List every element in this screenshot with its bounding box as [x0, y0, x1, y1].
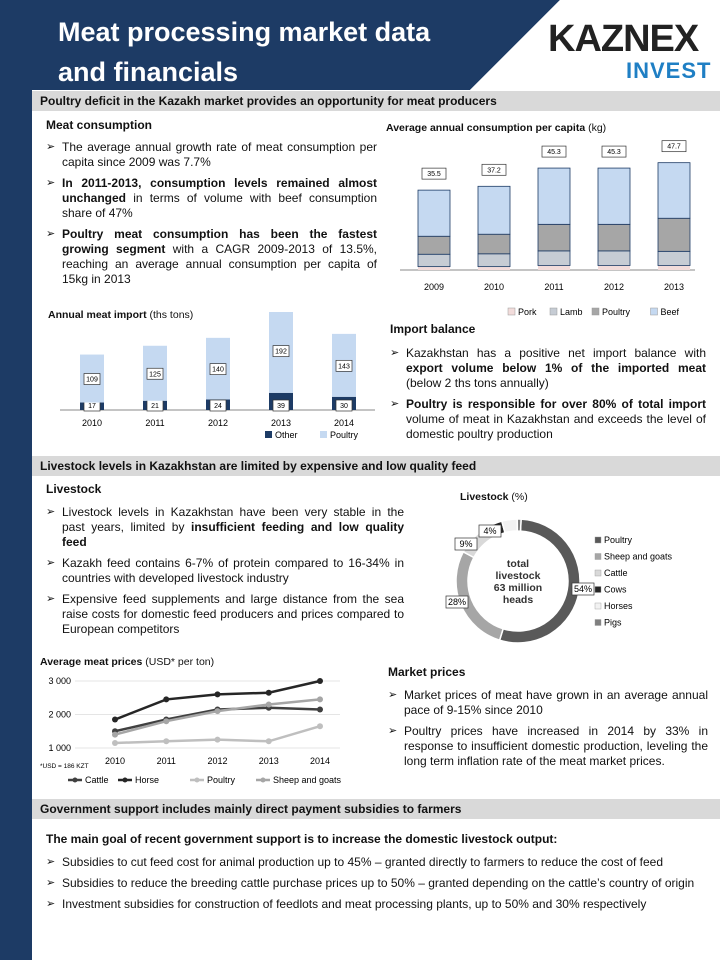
bar-lamb-2013 — [658, 251, 690, 265]
point-sheep-and-goats — [266, 701, 272, 707]
x-tick-label: 2011 — [544, 282, 564, 292]
consumption-chart-caption: Average annual consumption per capita (kg) — [386, 122, 607, 134]
y-tick-label: 3 000 — [48, 676, 71, 686]
meat-consumption-list — [46, 140, 377, 293]
gov-list — [46, 855, 712, 912]
data-label-sheep-and-goats: 28% — [447, 597, 467, 607]
donut-slice-horses — [502, 519, 518, 533]
livestock-title: Livestock — [46, 482, 102, 496]
meat-consumption-title: Meat consumption — [46, 118, 153, 132]
data-label-total: 47.7 — [667, 143, 681, 151]
legend-marker — [195, 778, 200, 783]
data-label-cows: 4% — [483, 526, 497, 536]
market-prices-title: Market prices — [388, 665, 466, 679]
data-label-other: 17 — [88, 403, 96, 410]
legend-label: Sheep and goats — [604, 551, 673, 562]
list-item: ➢ The average annual growth rate of meat consumption per capita since 2009 was 7.7% — [46, 140, 377, 170]
bar-pork-2009 — [418, 267, 450, 270]
data-label-poultry: 140 — [212, 366, 224, 374]
list-item: ➢ Poultry prices have increased in 2014 by 33% in response to insufficient domestic production, leveling the long term inflation rate of the meat market prices. — [388, 724, 708, 769]
usd-note: *USD = 186 KZT — [40, 763, 89, 770]
list-item: ➢ Kazakhstan has a positive net import balance with export volume below 1% of the imported meat (below 2 ths tons annually) — [390, 346, 706, 391]
legend-marker — [261, 778, 266, 783]
prices-line-chart — [40, 668, 380, 793]
point-sheep-and-goats — [215, 708, 221, 714]
bar-poultry-2010 — [478, 234, 510, 254]
x-tick-label: 2011 — [145, 418, 165, 428]
legend-label: Cattle — [85, 775, 109, 785]
point-horse — [317, 678, 323, 684]
bar-lamb-2009 — [418, 254, 450, 266]
bar-poultry-2009 — [418, 236, 450, 254]
legend-label: Pork — [518, 307, 537, 317]
list-item: ➢ Poultry is responsible for over 80% of total import volume of meat in Kazakhstan and exceeds the level of domestic poultry production — [390, 397, 706, 442]
legend-swatch-lamb — [550, 308, 557, 315]
donut-center-text: livestock — [495, 570, 541, 582]
point-horse — [266, 690, 272, 696]
point-sheep-and-goats — [317, 696, 323, 702]
logo-kaznex: KAZNEX — [548, 18, 699, 60]
point-sheep-and-goats — [112, 732, 118, 738]
x-tick-label: 2014 — [309, 756, 331, 766]
bar-beef-2012 — [598, 168, 630, 224]
list-item: ➢ Subsidies to reduce the breeding cattle purchase prices up to 50% – granted depending on the cattle’s country of origin — [46, 876, 712, 891]
donut-center-text: total — [506, 558, 530, 570]
import-chart — [40, 312, 385, 452]
gov-title: The main goal of recent government support is to increase the domestic livestock output: — [46, 832, 558, 846]
legend-label: Beef — [660, 307, 680, 317]
bar-beef-2011 — [538, 168, 570, 224]
legend-label: Lamb — [560, 307, 583, 317]
data-label-cattle: 9% — [459, 539, 473, 549]
point-poultry — [215, 737, 221, 743]
point-cattle — [317, 706, 323, 712]
legend-swatch-cattle — [595, 570, 601, 576]
x-tick-label: 2009 — [423, 282, 445, 292]
point-horse — [112, 717, 118, 723]
bar-poultry-2013 — [658, 218, 690, 251]
x-tick-label: 2010 — [81, 418, 103, 428]
livestock-list — [46, 505, 404, 643]
x-tick-label: 2012 — [207, 756, 228, 766]
bar-pork-2011 — [538, 266, 570, 271]
livestock-chart-caption: Livestock (%) — [460, 491, 528, 503]
x-tick-label: 2012 — [603, 282, 625, 292]
bar-pork-2012 — [598, 266, 630, 271]
bar-lamb-2011 — [538, 251, 570, 266]
point-poultry — [163, 738, 169, 744]
legend-label: Cattle — [604, 568, 628, 578]
bar-beef-2010 — [478, 186, 510, 234]
legend-swatch-pigs — [595, 620, 601, 626]
legend-label: Pigs — [604, 617, 622, 628]
legend-marker — [123, 778, 128, 783]
section-header-government: Government support includes mainly direct payment subsidies to farmers — [0, 799, 720, 819]
legend-swatch-horses — [595, 603, 601, 609]
import-balance-list — [390, 346, 706, 448]
point-poultry — [266, 738, 272, 744]
bar-lamb-2012 — [598, 251, 630, 266]
data-label-total: 35.5 — [427, 171, 441, 179]
livestock-donut-chart — [440, 506, 715, 652]
data-label-other: 39 — [277, 403, 285, 410]
x-tick-label: 2010 — [104, 756, 126, 766]
legend-marker — [73, 778, 78, 783]
data-label-poultry: 54% — [573, 584, 593, 594]
legend-swatch-poultry — [595, 537, 601, 543]
data-label-other: 30 — [340, 403, 348, 410]
bar-beef-2013 — [658, 163, 690, 219]
market-prices-list — [388, 688, 708, 775]
legend-swatch-cows — [595, 587, 601, 593]
y-tick-label: 2 000 — [48, 709, 71, 720]
x-tick-label: 2013 — [663, 282, 685, 292]
import-chart-caption: Annual meat import (ths tons) — [48, 309, 194, 321]
donut-center-text: heads — [502, 594, 534, 606]
x-tick-label: 2014 — [333, 418, 355, 428]
donut-center-text: 63 million — [493, 582, 543, 594]
data-label-other: 24 — [214, 403, 222, 410]
legend-label: Cows — [604, 584, 627, 595]
legend-swatch-pork — [508, 308, 515, 315]
x-tick-label: 2013 — [270, 418, 292, 428]
list-item: ➢ Market prices of meat have grown in an average annual pace of 9-15% since 2010 — [388, 688, 708, 718]
bar-beef-2009 — [418, 190, 450, 236]
data-label-total: 45.3 — [547, 149, 561, 157]
list-item: ➢ Livestock levels in Kazakhstan have been very stable in the past years, limited by insufficient feeding and low quality feed — [46, 505, 404, 550]
x-tick-label: 2012 — [207, 418, 229, 428]
point-poultry — [317, 723, 323, 729]
page-title: Meat processing market data and financials — [58, 17, 431, 87]
bar-pork-2013 — [658, 266, 690, 271]
bar-lamb-2010 — [478, 254, 510, 267]
legend-swatch-poultry — [320, 431, 327, 438]
consumption-chart — [380, 136, 710, 328]
x-tick-label: 2013 — [258, 756, 279, 766]
legend-swatch-poultry — [592, 308, 599, 315]
legend-label: Poultry — [330, 430, 359, 440]
import-balance-title: Import balance — [390, 322, 476, 336]
left-strip — [0, 90, 32, 960]
list-item: ➢ Investment subsidies for construction of feedlots and meat processing plants, up to 50% and 30% respectively — [46, 897, 712, 912]
legend-label: Poultry — [604, 535, 633, 545]
point-sheep-and-goats — [163, 718, 169, 724]
data-label-total: 37.2 — [487, 167, 501, 175]
list-item: ➢ Kazakh feed contains 6-7% of protein compared to 16-34% in countries with developed livestock industry — [46, 556, 404, 586]
list-item: ➢ Subsidies to cut feed cost for animal production up to 45% – granted directly to farmers to reduce the cost of feed — [46, 855, 712, 870]
legend-label: Other — [275, 430, 298, 440]
list-item: ➢ Expensive feed supplements and large distance from the sea raise costs for domestic feed producers and prices compared to European competitors — [46, 592, 404, 637]
legend-label: Poultry — [602, 307, 631, 317]
point-poultry — [112, 740, 118, 746]
legend-swatch-beef — [651, 308, 658, 315]
point-horse — [215, 691, 221, 697]
legend-label: Sheep and goats — [273, 775, 342, 785]
data-label-other: 21 — [151, 403, 159, 410]
line-sheep-and-goats — [115, 699, 320, 734]
legend-swatch-sheep-and-goats — [595, 554, 601, 560]
list-item: ➢ In 2011-2013, consumption levels remained almost unchanged in terms of volume with beef consumption share of 47% — [46, 176, 377, 221]
section-header-poultry-deficit: Poultry deficit in the Kazakh market provides an opportunity for meat producers — [0, 91, 720, 111]
data-label-poultry: 109 — [86, 376, 98, 384]
legend-swatch-other — [265, 431, 272, 438]
legend-label: Horses — [604, 601, 633, 611]
data-label-poultry: 143 — [338, 363, 350, 371]
prices-chart-caption: Average meat prices (USD* per ton) — [40, 656, 215, 668]
bar-poultry-2011 — [538, 224, 570, 251]
logo-invest: INVEST — [626, 58, 712, 83]
bar-poultry-2012 — [598, 224, 630, 251]
data-label-poultry: 192 — [275, 348, 287, 356]
legend-label: Poultry — [207, 775, 236, 785]
donut-slice-pigs — [517, 519, 521, 531]
x-tick-label: 2011 — [156, 756, 176, 766]
section-header-livestock: Livestock levels in Kazakhstan are limited by expensive and low quality feed — [0, 456, 720, 476]
y-tick-label: 1 000 — [48, 743, 71, 753]
data-label-poultry: 125 — [149, 371, 161, 379]
legend-label: Horse — [135, 775, 160, 785]
bar-pork-2010 — [478, 267, 510, 270]
data-label-total: 45.3 — [607, 149, 621, 157]
point-horse — [163, 696, 169, 702]
list-item: ➢ Poultry meat consumption has been the fastest growing segment with a CAGR 2009-2013 of 13.5%, reaching an average annual consumption per capita of 15kg in 2013 — [46, 227, 377, 287]
x-tick-label: 2010 — [483, 282, 505, 292]
